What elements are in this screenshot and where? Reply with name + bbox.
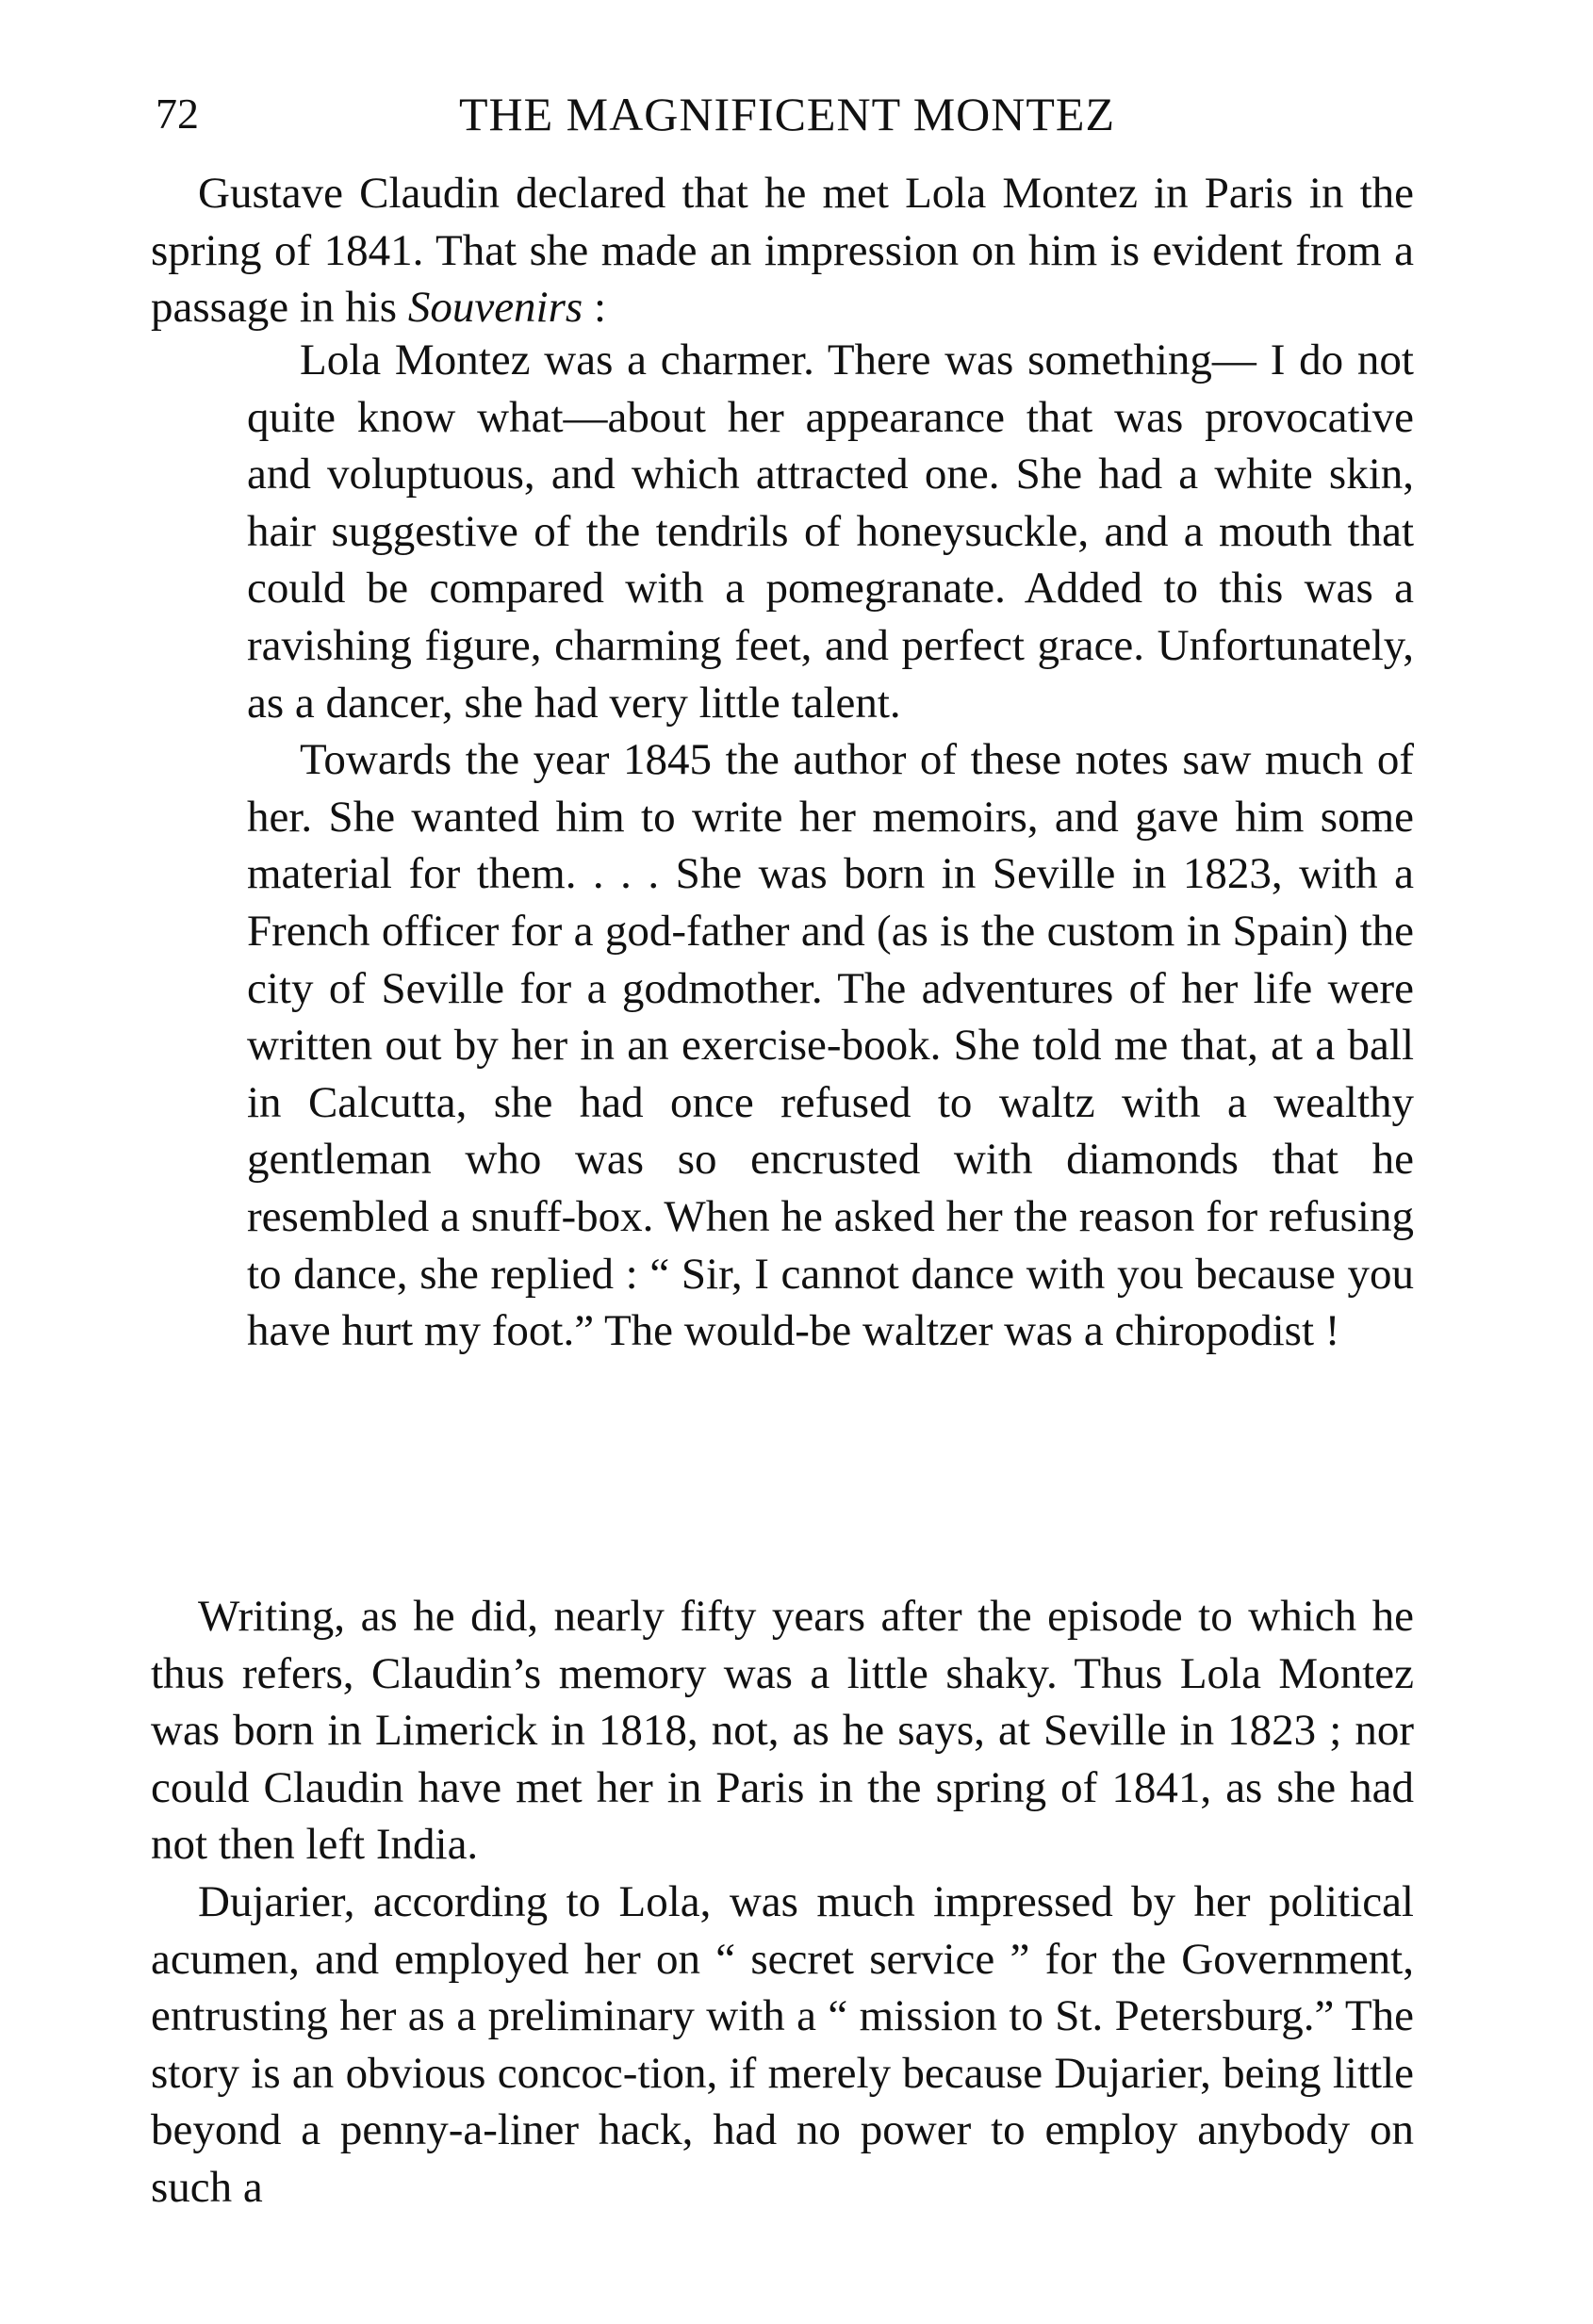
running-title: THE MAGNIFICENT MONTEZ <box>458 88 1116 140</box>
intro-paragraph <box>151 165 1414 336</box>
quote-paragraph-1: Lola Montez was a charmer. There was something— I do not quite know what—about her appearance that was provocative and voluptuous, and which attracted one. She had a white skin, hair suggestive of the tendrils of honeysuckle, and a mouth that could be compared with a pomegranate. Added to this was a ravishing figure, charming feet, and perfect grace. Unfortunately, as a dancer, she had very little talent. <box>247 336 1414 728</box>
closing-paragraph-block <box>151 1588 1414 2217</box>
intro-trailing: : <box>583 283 607 333</box>
intro-text: Gustave Claudin declared that he met Lola Montez in Paris in the spring of 1841. That she made an impression on him is evident from a passage in his <box>151 169 1414 333</box>
intro-paragraph-block <box>151 165 1414 336</box>
work-title: Souvenirs <box>407 283 583 333</box>
quote-paragraph-2: Towards the year 1845 the author of these notes saw much of her. She wanted him to write her memoirs, and gave him some material for them. . . . She was born in Seville in 1823, with a French officer for a god-father and (as is the custom in Spain) the city of Seville for a godmother. The adventures of her life were written out by her in an exercise-book. She told me that, at a ball in Calcutta, she had once refused to waltz with a wealthy gentleman who was so encrusted with diamonds that he resembled a snuff-box. When he asked her the reason for refusing to dance, she replied : “ Sir, I cannot dance with you because you have hurt my foot.” The would-be waltzer was a chiropodist ! <box>247 735 1414 1356</box>
body-paragraph-2: Dujarier, according to Lola, was much impressed by her political acumen, and employed her on “ secret service ” for the Government, entrusting her as a preliminary with a “ mission to St. Petersburg.” The story is an obvious concoc-tion, if merely because Dujarier, being little beyond a penny-a-liner hack, had no power to employ anybody on such a <box>151 1876 1414 2212</box>
page-number: 72 <box>156 90 199 138</box>
block-quotation <box>247 332 1414 1360</box>
page-header <box>156 81 1419 147</box>
body-paragraph-1: Writing, as he did, nearly fifty years after the episode to which he thus refers, Claudin’s memory was a little shaky. Thus Lola Montez was born in Limerick in 1818, not, as he says, at Seville in 1823 ; nor could Claudin have met her in Paris in the spring of 1841, as she had not then left India. <box>151 1592 1414 1870</box>
